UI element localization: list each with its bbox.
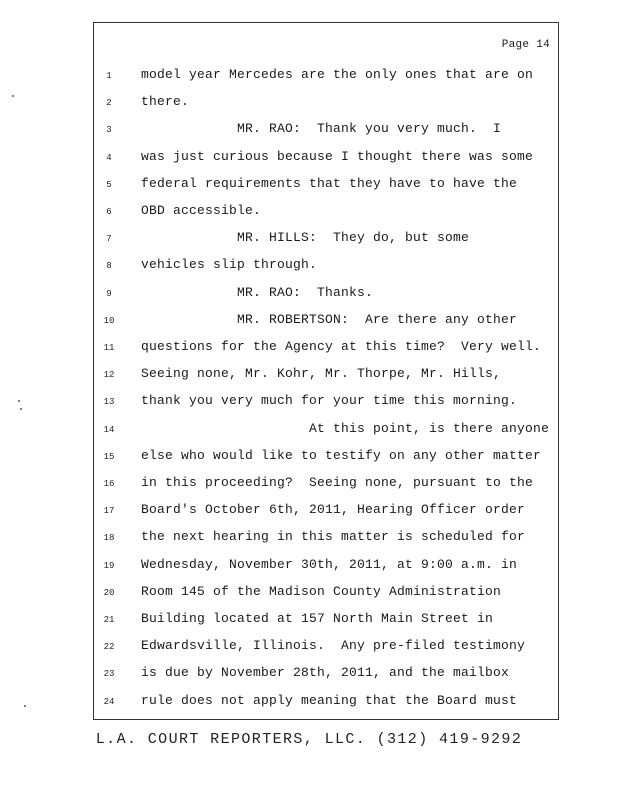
line-number: 17 <box>103 506 115 517</box>
transcript-line <box>94 176 560 196</box>
transcript-line <box>94 557 560 577</box>
transcript-line <box>94 475 560 495</box>
line-text: there. <box>141 94 190 110</box>
scan-speck <box>24 705 26 707</box>
transcript-line <box>94 67 560 87</box>
transcript-line <box>94 339 560 359</box>
page-number: Page 14 <box>501 39 550 51</box>
line-number: 7 <box>106 234 112 245</box>
transcript-line <box>94 121 560 141</box>
line-number: 15 <box>103 451 115 462</box>
transcript-line <box>94 421 560 441</box>
transcript-line <box>94 393 560 413</box>
line-number: 11 <box>103 343 115 353</box>
transcript-line <box>94 448 560 468</box>
line-text: MR. ROBERTSON: Are there any other <box>141 311 518 327</box>
line-number: 18 <box>103 533 115 544</box>
line-number: 8 <box>106 261 112 272</box>
line-text: model year Mercedes are the only ones that are on <box>141 67 534 82</box>
line-number: 4 <box>106 152 112 163</box>
scan-speck <box>20 408 22 410</box>
line-text: thank you very much for your time this morning. <box>141 393 518 409</box>
line-number: 2 <box>106 98 112 109</box>
line-text: Building located at 157 North Main Street in <box>141 611 494 626</box>
line-number: 23 <box>103 669 115 680</box>
line-number: 24 <box>103 696 115 707</box>
transcript-line <box>94 149 560 169</box>
court-reporter-footer: L.A. COURT REPORTERS, LLC. (312) 419-9292 <box>95 731 523 748</box>
line-text: At this point, is there anyone <box>141 420 550 436</box>
line-text: the next hearing in this matter is scheduled for <box>141 529 526 545</box>
line-text: is due by November 28th, 2011, and the mailbox <box>141 665 510 681</box>
scan-speck <box>18 400 20 402</box>
line-text: in this proceeding? Seeing none, pursuant to the <box>141 475 534 490</box>
transcript-page <box>93 22 559 720</box>
transcript-line <box>94 638 560 658</box>
line-number: 14 <box>103 424 115 435</box>
line-number: 19 <box>103 560 115 571</box>
line-text: Edwardsville, Illinois. Any pre-filed testimony <box>141 638 526 654</box>
line-number: 16 <box>103 479 115 489</box>
line-text: MR. RAO: Thank you very much. I <box>141 121 502 137</box>
scan-speck <box>12 95 14 97</box>
line-number: 20 <box>103 587 115 598</box>
line-number: 13 <box>103 397 115 408</box>
line-text: questions for the Agency at this time? Very well. <box>141 339 542 354</box>
transcript-line <box>94 312 560 332</box>
line-text: OBD accessible. <box>141 203 262 218</box>
line-text: vehicles slip through. <box>141 257 318 273</box>
transcript-line <box>94 257 560 277</box>
line-text: Board's October 6th, 2011, Hearing Officer order <box>141 502 526 518</box>
transcript-line <box>94 502 560 522</box>
transcript-line <box>94 94 560 114</box>
transcript-line <box>94 366 560 386</box>
line-number: 12 <box>103 370 115 381</box>
line-text: Room 145 of the Madison County Administration <box>141 583 502 599</box>
transcript-line <box>94 529 560 549</box>
line-text: MR. HILLS: They do, but some <box>141 230 470 246</box>
transcript-line <box>94 611 560 631</box>
line-text: Wednesday, November 30th, 2011, at 9:00 a.m. in <box>141 556 518 572</box>
line-number: 21 <box>103 615 115 625</box>
transcript-line <box>94 584 560 604</box>
line-text: Seeing none, Mr. Kohr, Mr. Thorpe, Mr. Hills, <box>141 366 502 382</box>
line-number: 1 <box>106 71 112 81</box>
line-text: MR. RAO: Thanks. <box>141 284 374 300</box>
transcript-line <box>94 203 560 223</box>
line-number: 5 <box>106 179 112 190</box>
transcript-line <box>94 230 560 250</box>
line-number: 6 <box>106 207 112 217</box>
line-text: was just curious because I thought there was some <box>141 148 534 164</box>
transcript-line <box>94 285 560 305</box>
line-number: 3 <box>106 125 112 136</box>
line-text: rule does not apply meaning that the Board must <box>141 692 518 708</box>
line-number: 9 <box>106 288 112 299</box>
line-number: 10 <box>103 315 115 326</box>
transcript-line <box>94 665 560 685</box>
line-number: 22 <box>103 642 115 653</box>
line-text: federal requirements that they have to have the <box>141 175 518 191</box>
line-text: else who would like to testify on any other matter <box>141 447 542 463</box>
transcript-line <box>94 693 560 713</box>
